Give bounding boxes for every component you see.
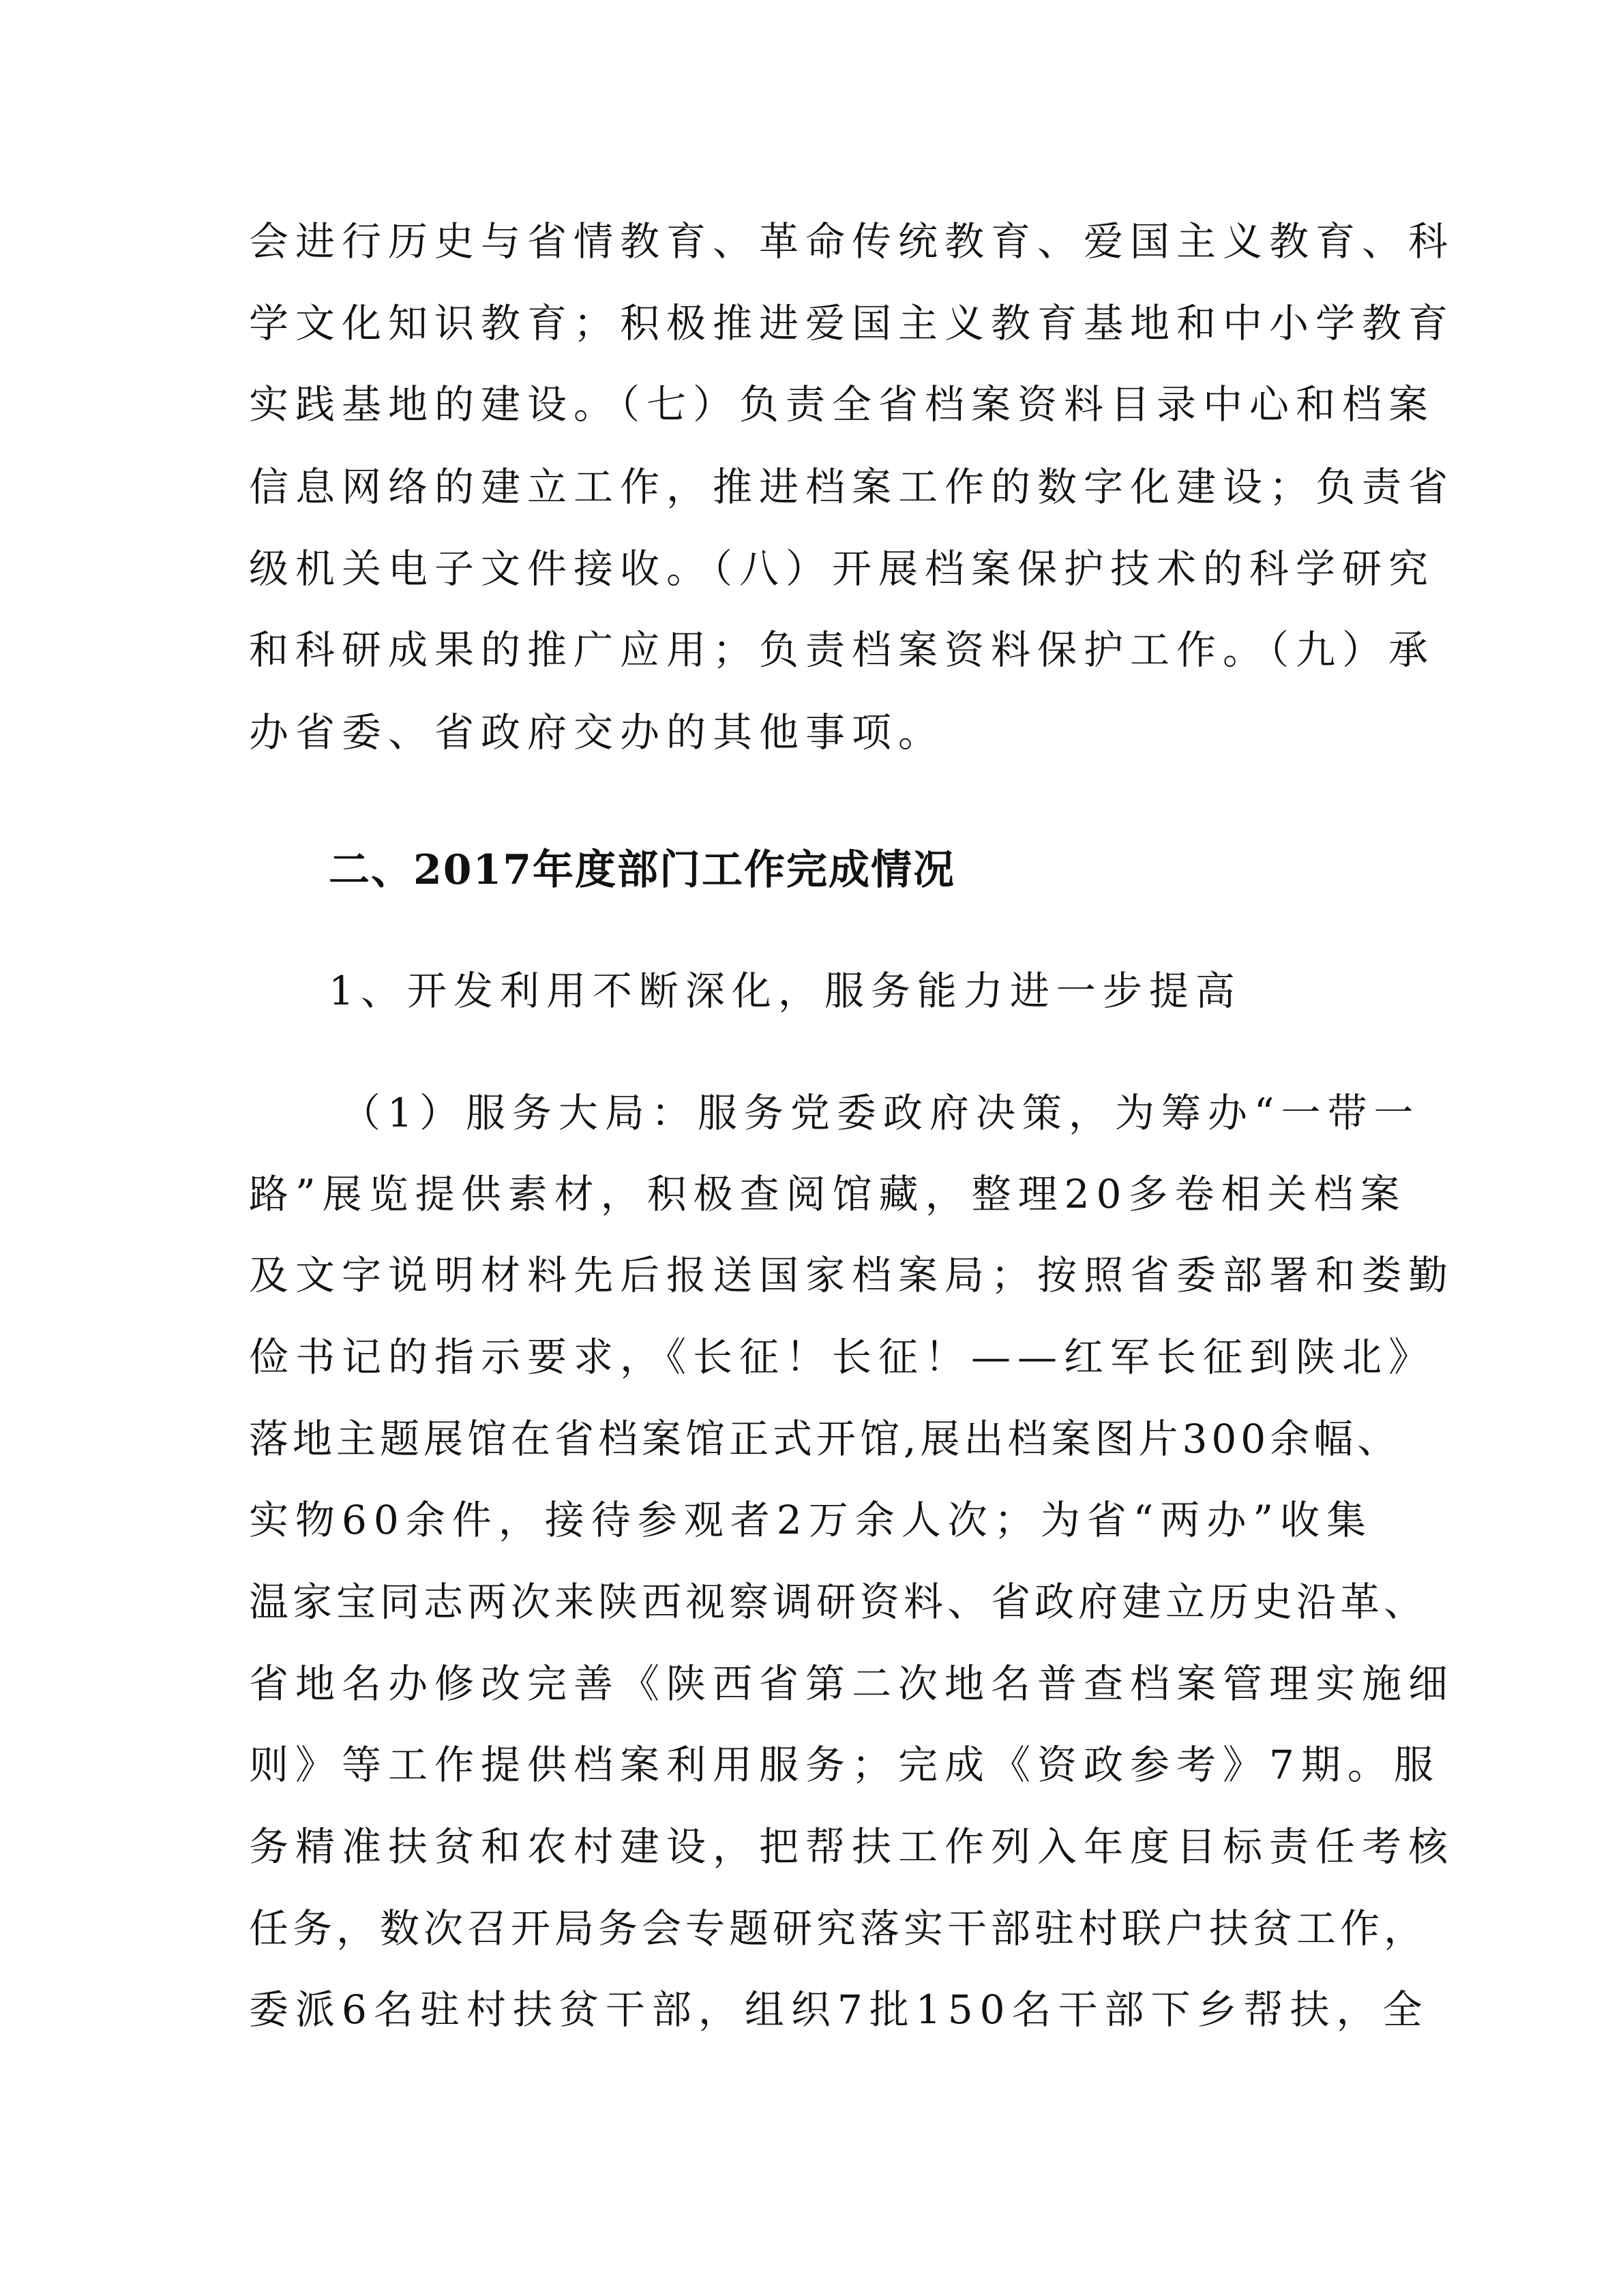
text-line: 信息网络的建立工作，推进档案工作的数字化建设；负责省: [249, 464, 1455, 510]
text-line: 俭书记的指示要求，《长征！长征！——红军长征到陕北》: [249, 1334, 1435, 1380]
subsection-heading: 1、开发利用不断深化，服务能力进一步提高: [329, 968, 1242, 1014]
section-heading: 二、2017年度部门工作完成情况: [329, 846, 955, 894]
text-line: 级机关电子文件接收。（八）开展档案保护技术的科学研究: [249, 546, 1435, 592]
text-line: 实践基地的建设。（七）负责全省档案资料目录中心和档案: [249, 381, 1435, 428]
text-line: 和科研成果的推广应用；负责档案资料保护工作。（九）承: [249, 627, 1435, 673]
text-line: 温家宝同志两次来陕西视察调研资料、省政府建立历史沿革、: [249, 1579, 1428, 1625]
text-line: （1）服务大局：服务党委政府决策，为筹办“一带一: [341, 1090, 1420, 1136]
text-line: 学文化知识教育；积极推进爱国主义教育基地和中小学教育: [249, 300, 1455, 346]
text-line: 任务，数次召开局务会专题研究落实干部驻村联户扶贫工作，: [249, 1905, 1428, 1952]
text-line: 路”展览提供素材，积极查阅馆藏，整理20多卷相关档案: [249, 1171, 1407, 1217]
text-line: 会进行历史与省情教育、革命传统教育、爱国主义教育、科: [249, 218, 1455, 265]
text-line: 实物60余件，接待参观者2万余人次；为省“两办”收集: [249, 1497, 1373, 1543]
text-line: 及文字说明材料先后报送国家档案局；按照省委部署和娄勤: [249, 1252, 1455, 1298]
text-line: 则》等工作提供档案利用服务；完成《资政参考》7期。服: [249, 1742, 1440, 1788]
text-line: 省地名办修改完善《陕西省第二次地名普查档案管理实施细: [249, 1660, 1455, 1707]
text-line: 落地主题展馆在省档案馆正式开馆,展出档案图片300余幅、: [249, 1416, 1401, 1462]
text-line: 务精准扶贫和农村建设，把帮扶工作列入年度目标责任考核: [249, 1823, 1455, 1870]
text-line: 办省委、省政府交办的其他事项。: [249, 709, 945, 756]
text-line: 委派6名驻村扶贫干部，组织7批150名干部下乡帮扶，全: [249, 1986, 1429, 2033]
